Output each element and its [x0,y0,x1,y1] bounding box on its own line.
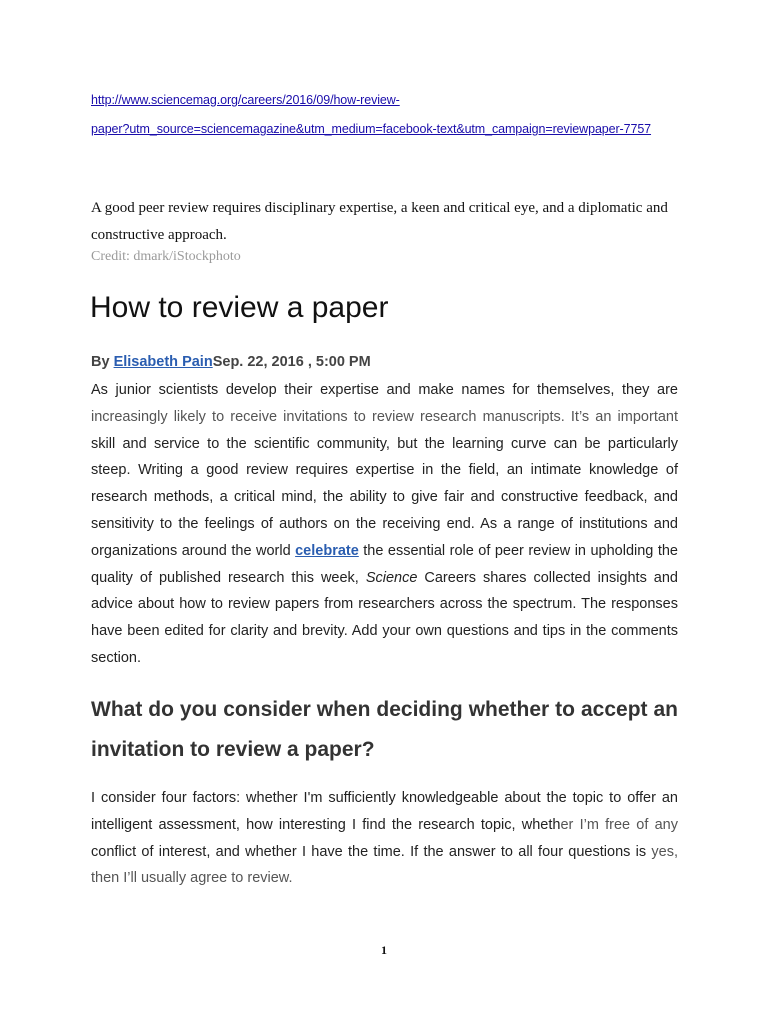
byline-prefix: By [91,354,114,370]
intro-text-4: the essential role of peer review in upholding the quality of published research this week, [91,542,678,586]
answer-text-4: yes, then I’ll usually agree to review. [91,843,678,887]
article-title: How to review a paper [90,291,389,324]
intro-text-2: increasingly likely to receive invitations to review research manuscripts. It’s an important [91,408,678,425]
publish-date: Sep. 22, 2016 , 5:00 PM [212,354,371,370]
author-link[interactable]: Elisabeth Pain [113,354,213,370]
intro-text-3: skill and service to the scientific community, but the learning curve can be particularly steep. Writing a good review requires expertise in the field, an intimate knowledge of research methods, a critical mind, the ability to give fair and constructive feedback, and sensitivity to the feelings of authors on the receiving end. As a range of institutions and organizations around the world [91,435,678,559]
page-number: 1 [381,943,387,957]
intro-text-5: Careers shares collected insights and advice about how to review papers from researchers across the spectrum. The responses have been edited for clarity and brevity. Add your own questions and tips in the comments section. [91,569,678,666]
image-caption: A good peer review requires disciplinary expertise, a keen and critical eye, and a diplomatic and constructive approach. [91,200,668,243]
answer-text-1: I consider four factors: whether I'm sufficiently knowledgeable about the topic to offer an intelligent assessment, how interesting I find the research topic, wheth [91,790,678,833]
intro-paragraph [91,377,678,672]
byline [91,354,371,370]
image-credit: Credit: dmark/iStockphoto [91,249,241,264]
intro-text-1: As junior scientists develop their expertise and make names for themselves, they are [91,382,678,398]
answer-paragraph [91,785,678,892]
source-url-line-1[interactable]: http://www.sciencemag.org/careers/2016/09/how-review- [91,93,400,107]
science-italic: Science [365,569,418,586]
celebrate-link[interactable]: celebrate [295,542,359,559]
question-heading: What do you consider when deciding whether to accept an invitation to review a paper? [91,698,678,761]
answer-text-3: conflict of interest, and whether I have the time. If the answer to all four questions is [91,843,652,860]
answer-text-2: er I’m free of any [560,816,679,833]
source-url-line-2[interactable]: paper?utm_source=sciencemagazine&utm_medium=facebook-text&utm_campaign=reviewpaper-7757 [91,122,652,136]
